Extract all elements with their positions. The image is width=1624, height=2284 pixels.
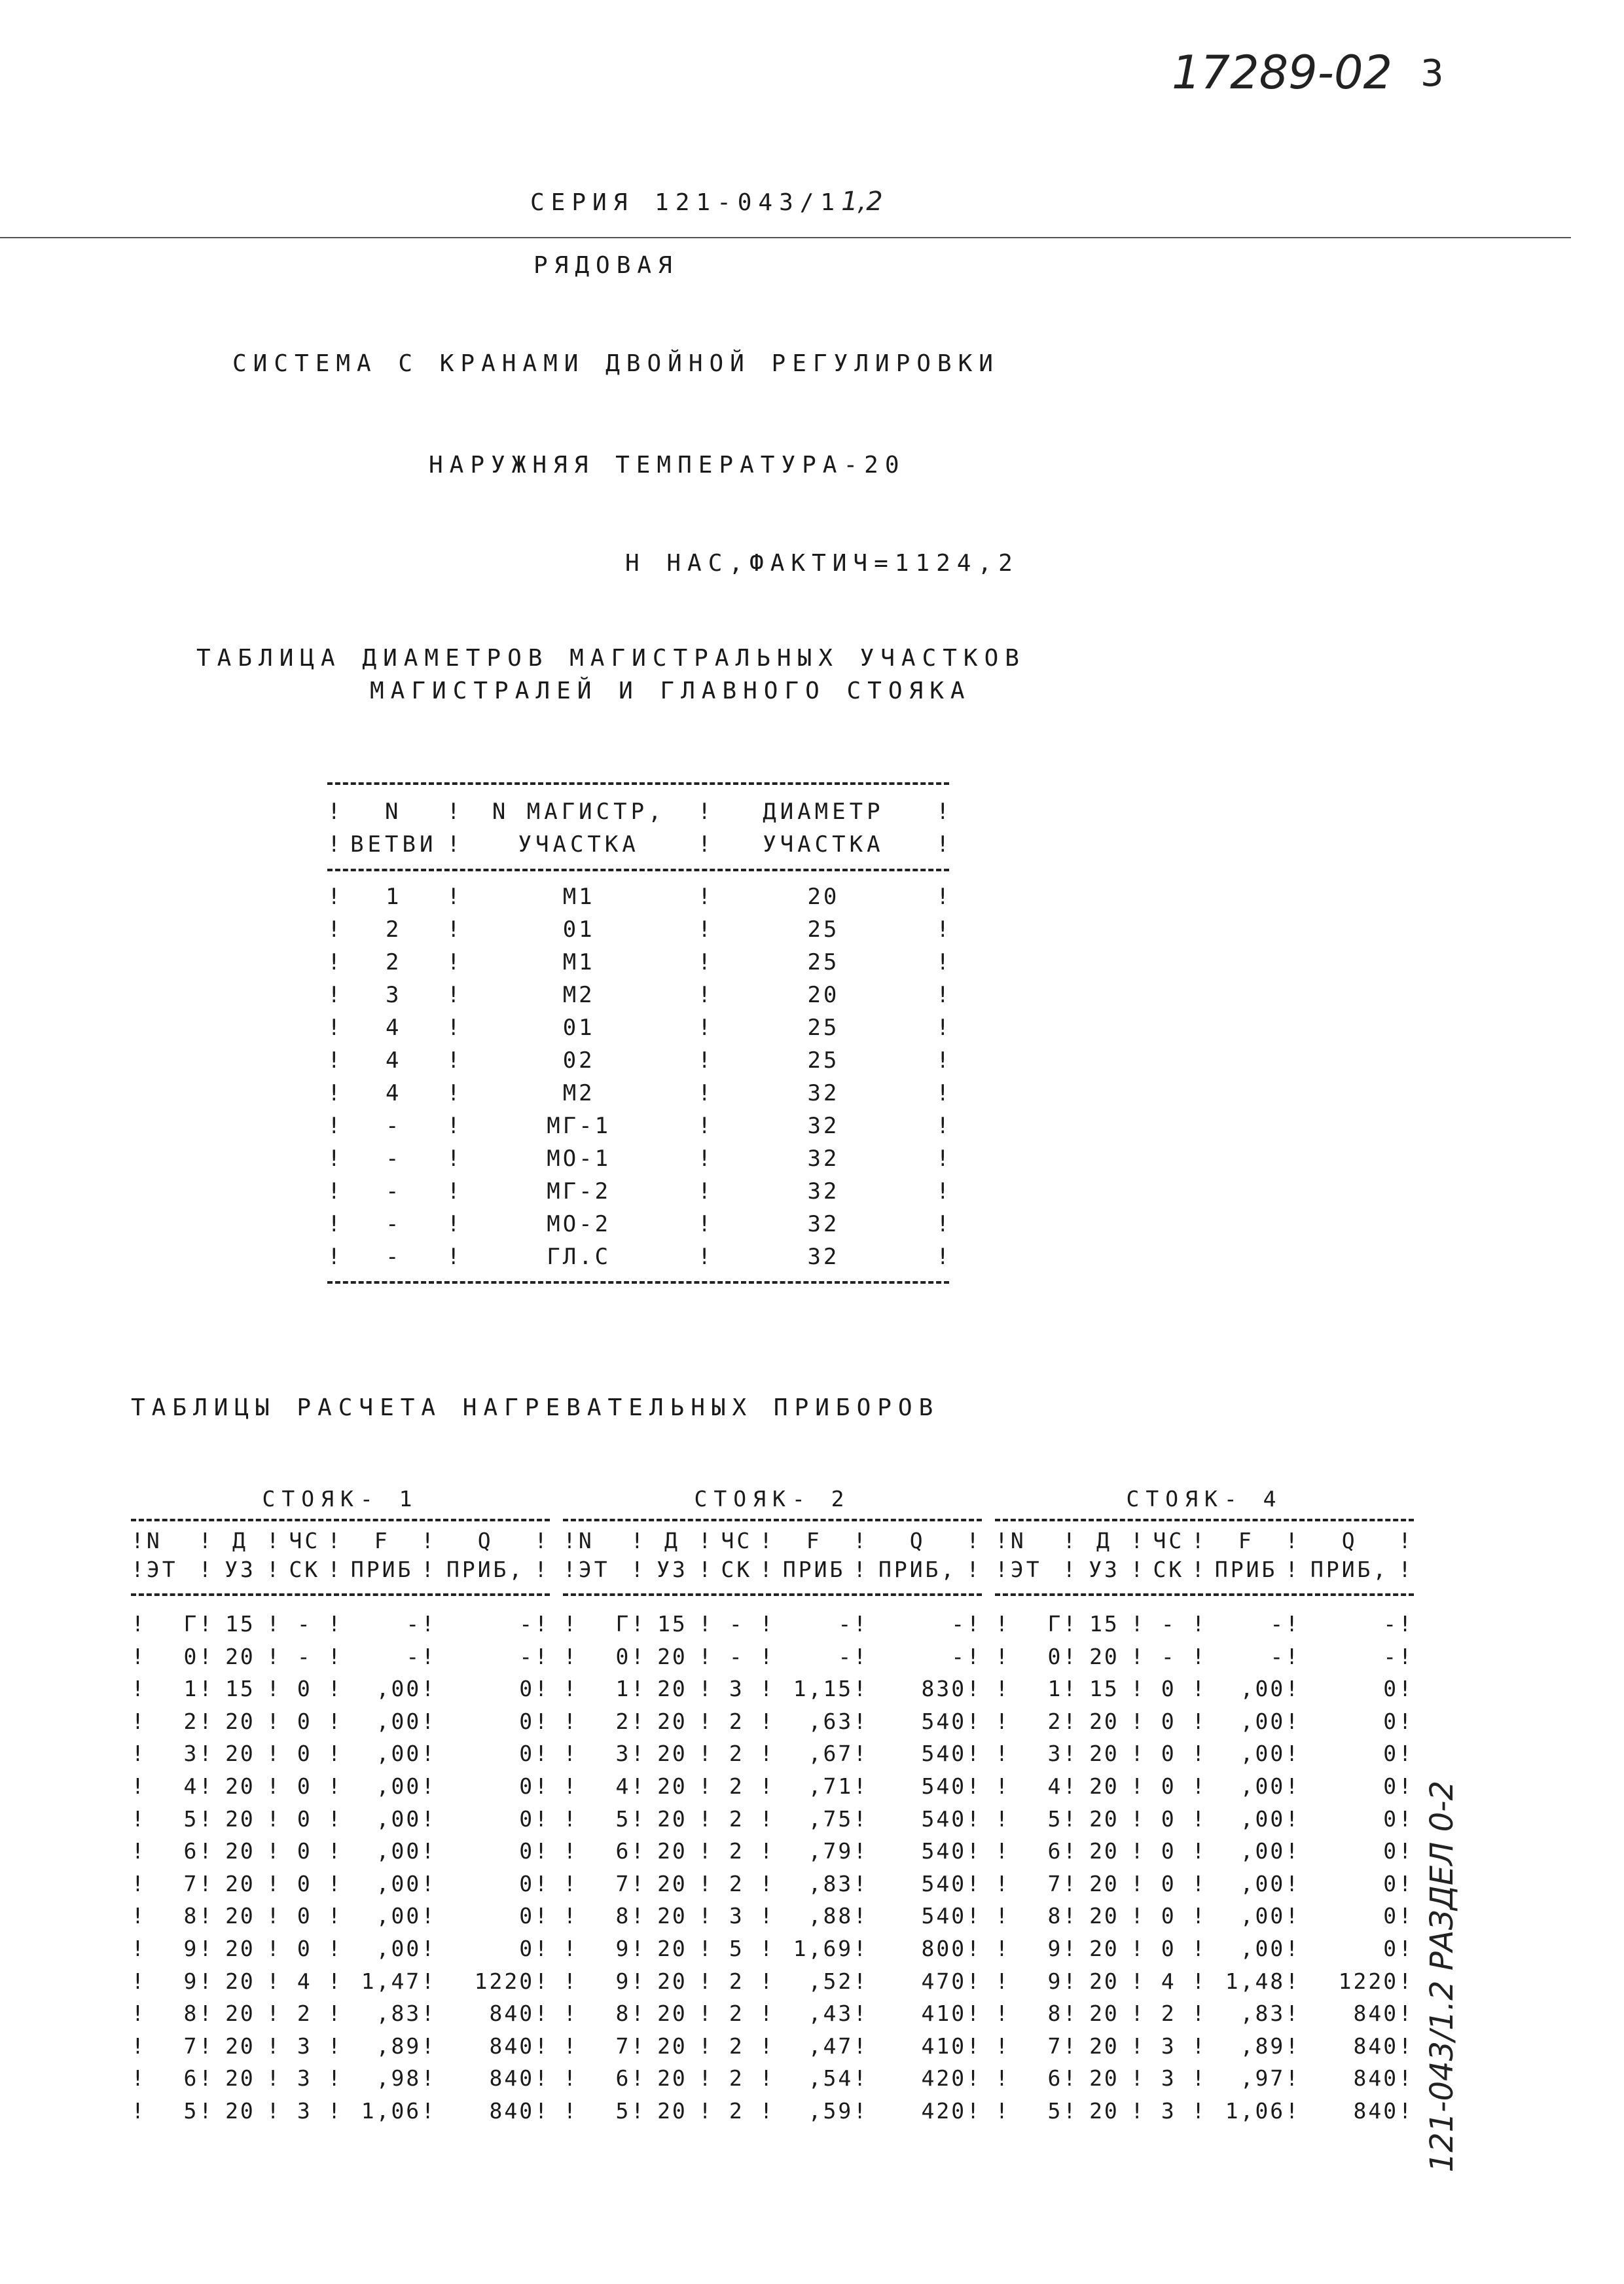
table1-row: ! 1 ! М1 ! 20 ! xyxy=(327,884,952,910)
stoyak-row: ! 3 ! 20 ! 0 ! ,00 ! 0 ! xyxy=(131,1741,550,1767)
diameter-table xyxy=(327,776,954,1293)
handwritten-series-suffix: 1,2 xyxy=(841,187,883,217)
stoyak-row: ! 9 ! 20 ! 2 ! ,52 ! 470 ! xyxy=(563,1968,982,1994)
table1-row: ! 4 ! М2 ! 32 ! xyxy=(327,1080,952,1106)
handwritten-doc-number: 17289-02 xyxy=(1172,46,1393,100)
type-label: РЯДОВАЯ xyxy=(533,252,679,279)
handwritten-side-note: 121-043/1.2 РАЗДЕЛ 0-2 xyxy=(1424,1781,1460,2173)
stoyak-row: ! 9 ! 20 ! 4 ! 1,47 ! 1220 ! xyxy=(131,1968,550,1994)
stoyak-row: ! 4 ! 20 ! 0 ! ,00 ! 0 ! xyxy=(995,1773,1414,1799)
stoyak-row: ! 8 ! 20 ! 2 ! ,83 ! 840 ! xyxy=(131,2001,550,2027)
stoyak-row: ! 6 ! 20 ! 2 ! ,54 ! 420 ! xyxy=(563,2065,982,2092)
stoyak-row: ! Г ! 15 ! - ! - ! - ! xyxy=(131,1611,550,1637)
stoyak-header-row: ! ЭТ ! УЗ ! СК ! ПРИБ ! ПРИБ, ! xyxy=(131,1557,550,1582)
table1-row: ! 2 ! 01 ! 25 ! xyxy=(327,916,952,943)
stoyak-header-rule xyxy=(131,1593,550,1596)
stoyak-row: ! 5 ! 20 ! 3 ! 1,06 ! 840 ! xyxy=(995,2097,1414,2124)
section2-title: ТАБЛИЦЫ РАСЧЕТА НАГРЕВАТЕЛЬНЫХ ПРИБОРОВ xyxy=(131,1394,940,1421)
stoyak-row: ! 1 ! 15 ! 0 ! ,00 ! 0 ! xyxy=(995,1676,1414,1702)
table1-header-rule xyxy=(327,869,949,871)
stoyak-row: ! 5 ! 20 ! 2 ! ,75 ! 540 ! xyxy=(563,1805,982,1832)
stoyak-row: ! 3 ! 20 ! 2 ! ,67 ! 540 ! xyxy=(563,1741,982,1767)
stoyak-header-row: ! N ! Д ! ЧС ! F ! Q ! xyxy=(995,1528,1415,1553)
temperature-label: НАРУЖНЯЯ ТЕМПЕРАТУРА-20 xyxy=(429,452,906,479)
stoyak-row: ! 6 ! 20 ! 3 ! ,97 ! 840 ! xyxy=(995,2065,1414,2092)
stoyak-top-rule xyxy=(995,1519,1414,1521)
stoyak-row: ! 6 ! 20 ! 0 ! ,00 ! 0 ! xyxy=(995,1838,1414,1864)
stoyak-row: ! 5 ! 20 ! 3 ! 1,06 ! 840 ! xyxy=(131,2097,550,2124)
stoyak-row: ! 1 ! 15 ! 0 ! ,00 ! 0 ! xyxy=(131,1676,550,1702)
stoyak-row: ! 6 ! 20 ! 3 ! ,98 ! 840 ! xyxy=(131,2065,550,2092)
stoyak-row: ! 7 ! 20 ! 2 ! ,47 ! 410 ! xyxy=(563,2033,982,2059)
table1-header-row-1: ! N ! N МАГИСТР, ! ДИАМЕТР ! xyxy=(327,799,954,825)
stoyak-header-row: ! N ! Д ! ЧС ! F ! Q ! xyxy=(563,1528,983,1553)
table1-row: ! - ! МО-2 ! 32 ! xyxy=(327,1211,952,1237)
stoyak-row: ! 9 ! 20 ! 0 ! ,00 ! 0 ! xyxy=(131,1935,550,1961)
stoyak-caption: СТОЯК- 4 xyxy=(1126,1486,1283,1512)
stoyak-header-row: ! ЭТ ! УЗ ! СК ! ПРИБ ! ПРИБ, ! xyxy=(563,1557,983,1582)
stoyak-row: ! 7 ! 20 ! 2 ! ,83 ! 540 ! xyxy=(563,1870,982,1896)
stoyak-2-table xyxy=(563,1479,982,2128)
table1-row: ! - ! МО-1 ! 32 ! xyxy=(327,1146,952,1172)
table1-header-row-2: ! ВЕТВИ ! УЧАСТКА ! УЧАСТКА ! xyxy=(327,831,954,858)
stoyak-row: ! 2 ! 20 ! 2 ! ,63 ! 540 ! xyxy=(563,1708,982,1734)
stoyak-row: ! 5 ! 20 ! 0 ! ,00 ! 0 ! xyxy=(995,1805,1414,1832)
series-title: СЕРИЯ 121-043/11,2 xyxy=(530,187,883,217)
system-title: СИСТЕМА С КРАНАМИ ДВОЙНОЙ РЕГУЛИРОВКИ xyxy=(232,350,1000,377)
stoyak-row: ! 6 ! 20 ! 2 ! ,79 ! 540 ! xyxy=(563,1838,982,1864)
stoyak-row: ! 8 ! 20 ! 3 ! ,88 ! 540 ! xyxy=(563,1903,982,1929)
table1-row: ! - ! МГ-1 ! 32 ! xyxy=(327,1113,952,1139)
stoyak-row: ! 9 ! 20 ! 5 ! 1,69 ! 800 ! xyxy=(563,1935,982,1961)
stoyak-caption: СТОЯК- 2 xyxy=(694,1486,851,1512)
stoyak-row: ! 3 ! 20 ! 0 ! ,00 ! 0 ! xyxy=(995,1741,1414,1767)
table1-row: ! - ! МГ-2 ! 32 ! xyxy=(327,1178,952,1205)
stoyak-row: ! 5 ! 20 ! 2 ! ,59 ! 420 ! xyxy=(563,2097,982,2124)
stoyak-row: ! Г ! 15 ! - ! - ! - ! xyxy=(563,1611,982,1637)
table1-row: ! 4 ! 02 ! 25 ! xyxy=(327,1047,952,1074)
stoyak-top-rule xyxy=(563,1519,982,1521)
stoyak-header-row: ! N ! Д ! ЧС ! F ! Q ! xyxy=(131,1528,550,1553)
table1-row: ! 3 ! М2 ! 20 ! xyxy=(327,982,952,1008)
stoyak-header-rule xyxy=(995,1593,1414,1596)
stoyak-row: ! 8 ! 20 ! 0 ! ,00 ! 0 ! xyxy=(131,1903,550,1929)
stoyak-row: ! 7 ! 20 ! 3 ! ,89 ! 840 ! xyxy=(995,2033,1414,2059)
pressure-label: Н НАС,ФАКТИЧ=1124,2 xyxy=(625,550,1019,577)
stoyak-row: ! 8 ! 20 ! 0 ! ,00 ! 0 ! xyxy=(995,1903,1414,1929)
table1-top-rule xyxy=(327,782,949,785)
stoyak-row: ! 4 ! 20 ! 0 ! ,00 ! 0 ! xyxy=(131,1773,550,1799)
table1-title-line1: ТАБЛИЦА ДИАМЕТРОВ МАГИСТРАЛЬНЫХ УЧАСТКОВ xyxy=(196,645,1026,672)
stoyak-row: ! 2 ! 20 ! 0 ! ,00 ! 0 ! xyxy=(131,1708,550,1734)
stoyak-row: ! Г ! 15 ! - ! - ! - ! xyxy=(995,1611,1414,1637)
stoyak-row: ! 7 ! 20 ! 0 ! ,00 ! 0 ! xyxy=(995,1870,1414,1896)
table1-row: ! - ! ГЛ.С ! 32 ! xyxy=(327,1244,952,1270)
table1-title-line2: МАГИСТРАЛЕЙ И ГЛАВНОГО СТОЯКА xyxy=(370,678,971,704)
table1-row: ! 2 ! М1 ! 25 ! xyxy=(327,949,952,975)
stoyak-row: ! 0 ! 20 ! - ! - ! - ! xyxy=(131,1643,550,1669)
handwritten-page-number: 3 xyxy=(1420,52,1444,95)
stoyak-header-row: ! ЭТ ! УЗ ! СК ! ПРИБ ! ПРИБ, ! xyxy=(995,1557,1415,1582)
stoyak-row: ! 1 ! 20 ! 3 ! 1,15 ! 830 ! xyxy=(563,1676,982,1702)
stoyak-row: ! 0 ! 20 ! - ! - ! - ! xyxy=(995,1643,1414,1669)
table1-body xyxy=(327,880,952,1273)
header-rule xyxy=(0,237,1571,238)
table1-bottom-rule xyxy=(327,1281,949,1284)
stoyak-row: ! 7 ! 20 ! 3 ! ,89 ! 840 ! xyxy=(131,2033,550,2059)
stoyak-row: ! 0 ! 20 ! - ! - ! - ! xyxy=(563,1643,982,1669)
stoyak-row: ! 4 ! 20 ! 2 ! ,71 ! 540 ! xyxy=(563,1773,982,1799)
stoyak-4-table xyxy=(995,1479,1414,2128)
stoyak-row: ! 5 ! 20 ! 0 ! ,00 ! 0 ! xyxy=(131,1805,550,1832)
stoyak-row: ! 8 ! 20 ! 2 ! ,83 ! 840 ! xyxy=(995,2001,1414,2027)
stoyak-row: ! 9 ! 20 ! 4 ! 1,48 ! 1220 ! xyxy=(995,1968,1414,1994)
stoyak-row: ! 8 ! 20 ! 2 ! ,43 ! 410 ! xyxy=(563,2001,982,2027)
stoyak-header-rule xyxy=(563,1593,982,1596)
stoyak-top-rule xyxy=(131,1519,550,1521)
table1-row: ! 4 ! 01 ! 25 ! xyxy=(327,1015,952,1041)
stoyak-row: ! 7 ! 20 ! 0 ! ,00 ! 0 ! xyxy=(131,1870,550,1896)
stoyak-row: ! 9 ! 20 ! 0 ! ,00 ! 0 ! xyxy=(995,1935,1414,1961)
stoyak-1-table xyxy=(131,1479,550,2128)
stoyak-row: ! 6 ! 20 ! 0 ! ,00 ! 0 ! xyxy=(131,1838,550,1864)
stoyak-caption: СТОЯК- 1 xyxy=(262,1486,419,1512)
stoyak-row: ! 2 ! 20 ! 0 ! ,00 ! 0 ! xyxy=(995,1708,1414,1734)
